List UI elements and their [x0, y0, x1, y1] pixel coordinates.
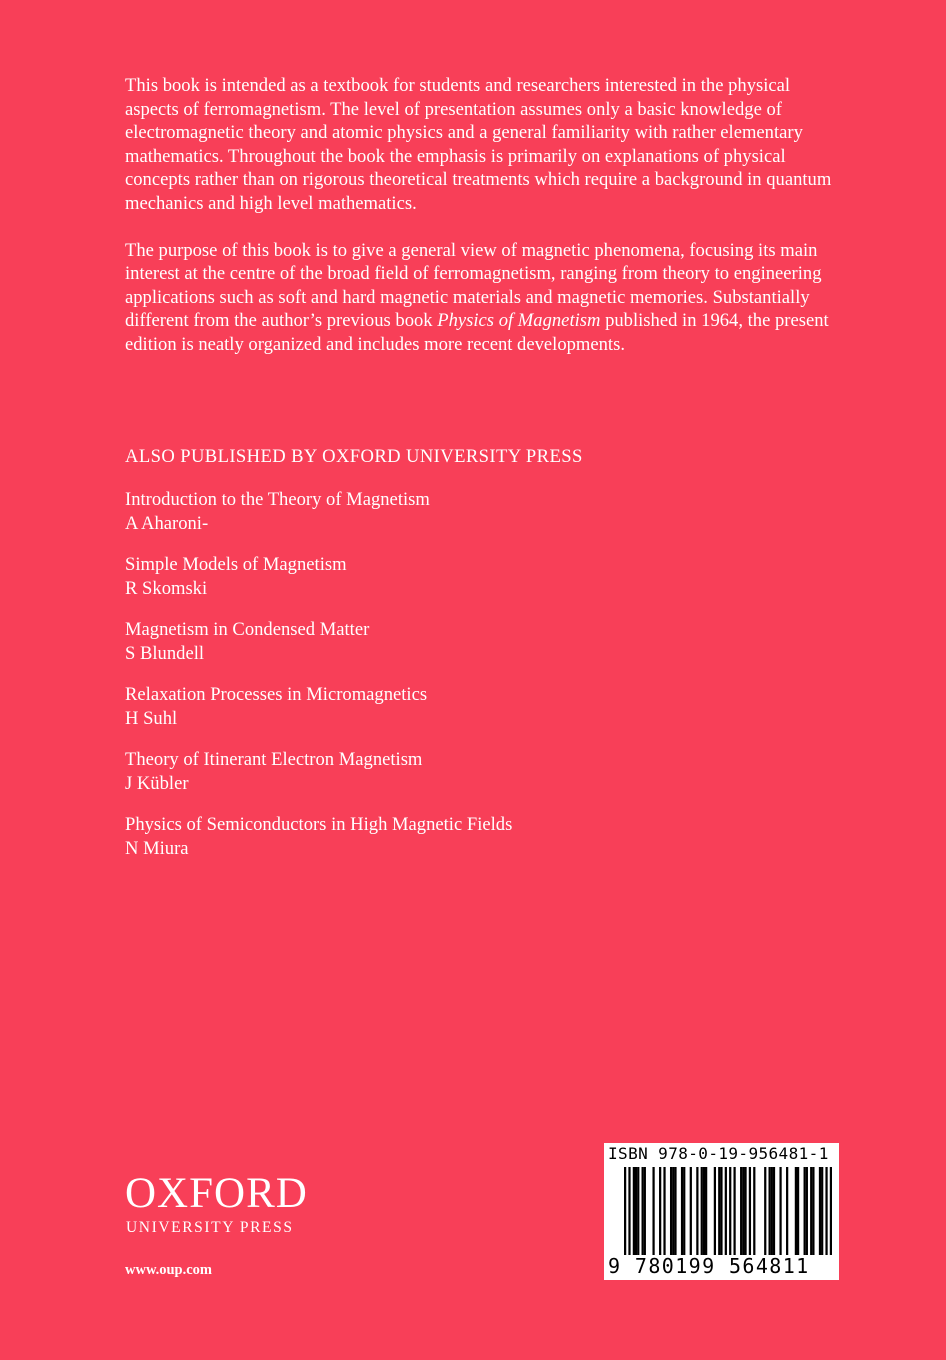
- book-author: R Skomski: [125, 577, 208, 599]
- barcode-bar: [683, 1167, 685, 1255]
- barcode-bar: [806, 1167, 808, 1255]
- list-item: [125, 488, 825, 535]
- list-item: [125, 618, 825, 665]
- barcode-bar: [624, 1167, 626, 1255]
- barcode-bar: [779, 1167, 781, 1255]
- list-item: [125, 813, 825, 860]
- barcode-bar: [720, 1167, 722, 1255]
- list-item: [125, 748, 825, 795]
- barcode-bar: [773, 1167, 775, 1255]
- barcode-bar: [633, 1167, 635, 1255]
- book-author: N Miura: [125, 837, 189, 859]
- barcode-bars: [624, 1167, 832, 1255]
- barcode-bar: [795, 1167, 797, 1255]
- book-title: Theory of Itinerant Electron Magnetism: [125, 749, 423, 770]
- barcode-bar: [812, 1167, 814, 1255]
- barcode-bar: [749, 1167, 751, 1255]
- barcode-bar: [701, 1167, 703, 1255]
- barcode-bar: [659, 1167, 661, 1255]
- barcode-bar: [635, 1167, 637, 1255]
- barcode-bar: [637, 1167, 639, 1255]
- barcode-bar: [652, 1167, 654, 1255]
- isbn-barcode: [604, 1143, 839, 1280]
- barcode-bar: [819, 1167, 821, 1255]
- barcode-bar: [681, 1167, 683, 1255]
- book-author: A Aharoni-: [125, 512, 209, 534]
- book-title: Magnetism in Condensed Matter: [125, 619, 370, 640]
- book-title: Relaxation Processes in Micromagnetics: [125, 684, 428, 705]
- book-title: Introduction to the Theory of Magnetism: [125, 489, 430, 510]
- barcode-bar: [733, 1167, 735, 1255]
- barcode-bar: [786, 1167, 788, 1255]
- barcode-bar: [797, 1167, 799, 1255]
- barcode-bar: [674, 1167, 676, 1255]
- barcode-bar: [764, 1167, 766, 1255]
- barcode-bar: [663, 1167, 665, 1255]
- barcode-bar: [753, 1167, 755, 1255]
- book-title: Simple Models of Magnetism: [125, 554, 347, 575]
- barcode-bar: [769, 1167, 771, 1255]
- oxford-logo-subtitle: UNIVERSITY PRESS: [126, 1219, 294, 1236]
- barcode-bar: [714, 1167, 716, 1255]
- barcode-bar: [725, 1167, 727, 1255]
- barcode-bar: [729, 1167, 731, 1255]
- book-author: H Suhl: [125, 707, 178, 729]
- previous-book-title: Physics of Magnetism: [437, 310, 601, 332]
- barcode-bar: [830, 1167, 832, 1255]
- blurb-paragraph-2: [125, 239, 845, 357]
- barcode-bar: [742, 1167, 744, 1255]
- blurb-paragraph-1: This book is intended as a textbook for students and researchers interested in the physical aspects of ferromagnetism. The level of presentation assumes only a basic knowledge of electromagnetic theory and atomic physics and a general familiarity with rather elementary mathematics. Throughout the book the emphasis is primarily on explanations of physical concepts rather than on rigorous theoretical treatments which require a background in quantum mechanics and high level mathematics.: [125, 75, 832, 214]
- related-books-list: [125, 488, 825, 878]
- barcode-bar: [690, 1167, 692, 1255]
- blurb-p2-text-end: published in 1964, the present edition is neatly organized and includes more recent developments.: [125, 310, 829, 355]
- barcode-bar: [644, 1167, 646, 1255]
- list-item: [125, 553, 825, 600]
- barcode-bar: [718, 1167, 720, 1255]
- barcode-bar: [810, 1167, 812, 1255]
- barcode-bar: [672, 1167, 674, 1255]
- book-title: Physics of Semiconductors in High Magnetic Fields: [125, 814, 513, 835]
- barcode-bar: [771, 1167, 773, 1255]
- barcode-bar: [744, 1167, 746, 1255]
- book-author: S Blundell: [125, 642, 205, 664]
- blurb-p2-text: The purpose of this book is to give a general view of magnetic phenomena, focusing its main interest at the centre of the broad field of ferromagnetism, ranging from theory to engineering applications such as soft and hard magnetic materials and magnetic memories. Substantially different from the author’s previous book: [125, 239, 822, 332]
- barcode-bar: [804, 1167, 806, 1255]
- oxford-logo-word: OXFORD: [125, 1170, 308, 1217]
- oxford-logo: [125, 1172, 308, 1237]
- back-cover-blurb: [125, 74, 845, 380]
- barcode-bar: [696, 1167, 698, 1255]
- isbn-label: ISBN 978-0-19-956481-1: [608, 1144, 829, 1163]
- barcode-bar: [821, 1167, 823, 1255]
- barcode-bar: [825, 1167, 827, 1255]
- barcode-bar: [740, 1167, 742, 1255]
- publisher-url: www.oup.com: [125, 1262, 213, 1278]
- barcode-digits: 9 780199 564811: [608, 1254, 810, 1278]
- barcode-bar: [703, 1167, 705, 1255]
- barcode-bar: [670, 1167, 672, 1255]
- barcode-bar: [628, 1167, 630, 1255]
- barcode-bar: [705, 1167, 707, 1255]
- book-author: J Kübler: [125, 772, 189, 794]
- also-published-heading: ALSO PUBLISHED BY OXFORD UNIVERSITY PRESS: [125, 446, 583, 467]
- barcode-bar: [642, 1167, 644, 1255]
- list-item: [125, 683, 825, 730]
